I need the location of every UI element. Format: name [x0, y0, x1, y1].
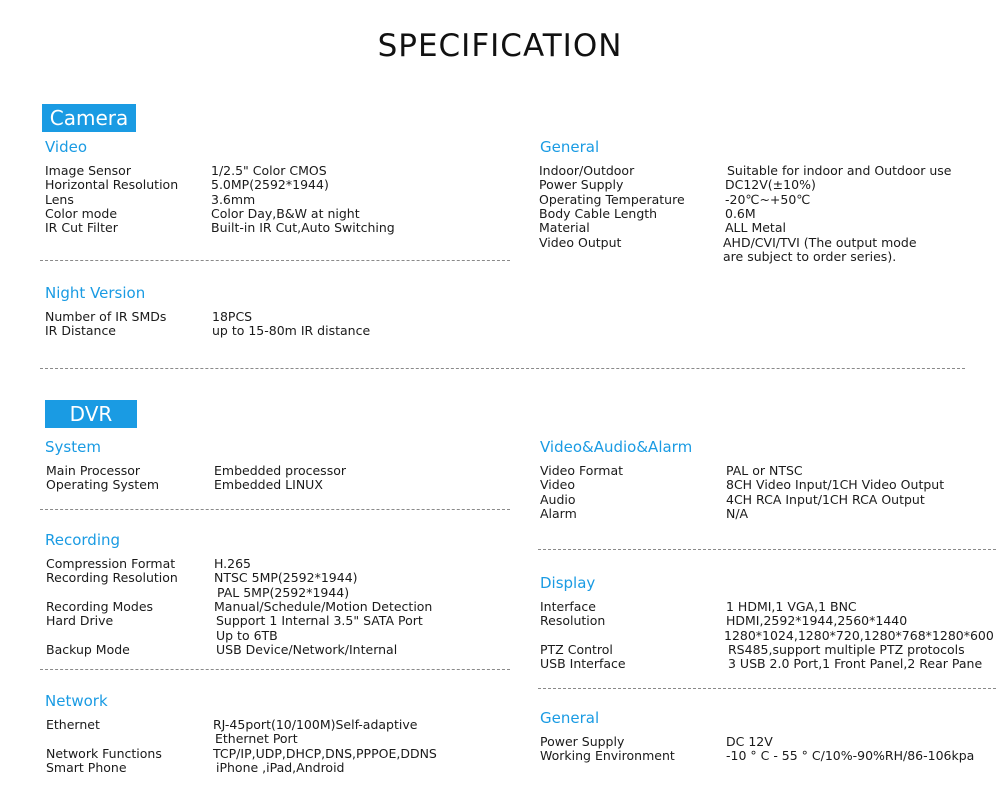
spec-label: Working Environment: [540, 748, 675, 764]
spec-value: Color Day,B&W at night: [211, 205, 360, 221]
spec-value: 3.6mm: [211, 191, 256, 207]
spec-label: Audio: [540, 491, 576, 507]
spec-value: H.265: [214, 556, 252, 571]
spec-value: 5.0MP(2592*1944): [211, 177, 329, 193]
divider: [40, 669, 510, 670]
camera-badge: Camera: [42, 104, 136, 132]
camera-general-heading: General: [540, 138, 600, 156]
spec-value: are subject to order series).: [723, 248, 897, 264]
spec-label: IR Cut Filter: [45, 220, 118, 236]
spec-value: 0.6M: [725, 205, 756, 221]
spec-label: Network Functions: [46, 745, 162, 761]
spec-value: ALL Metal: [725, 220, 786, 236]
spec-label: Image Sensor: [45, 163, 131, 178]
night-version-heading: Night Version: [45, 284, 146, 302]
spec-value: 1280*1024,1280*720,1280*768*1280*600: [724, 627, 994, 643]
spec-label: Video Format: [540, 463, 624, 478]
spec-label: Smart Phone: [46, 759, 127, 775]
spec-value: NTSC 5MP(2592*1944): [214, 570, 358, 586]
spec-value: 3 USB 2.0 Port,1 Front Panel,2 Rear Pane: [728, 656, 983, 672]
spec-label: Backup Mode: [46, 641, 130, 657]
spec-label: Alarm: [540, 505, 577, 521]
video-heading: Video: [45, 138, 88, 156]
spec-value: 8CH Video Input/1CH Video Output: [726, 477, 945, 493]
spec-label: IR Distance: [45, 323, 117, 339]
dvr-general-heading: General: [540, 709, 600, 727]
spec-value: AHD/CVI/TVI (The output mode: [723, 234, 917, 250]
spec-label: Video: [540, 477, 576, 493]
spec-value: -20℃~+50℃: [725, 191, 811, 207]
spec-label: Hard Drive: [46, 613, 114, 629]
spec-value: -10 ° C - 55 ° C/10%-90%RH/86-106kpa: [726, 748, 975, 764]
divider: [40, 509, 510, 510]
spec-value: 18PCS: [212, 309, 253, 324]
spec-value: DC12V(±10%): [725, 177, 816, 193]
divider: [40, 368, 965, 369]
spec-value: Suitable for indoor and Outdoor use: [727, 163, 952, 178]
spec-value: USB Device/Network/Internal: [216, 641, 398, 657]
spec-value: 1/2.5" Color CMOS: [211, 163, 327, 178]
spec-value: N/A: [726, 505, 749, 521]
spec-value: DC 12V: [726, 734, 773, 749]
spec-label: Number of IR SMDs: [45, 309, 167, 324]
spec-label: Color mode: [45, 205, 118, 221]
spec-value: Built-in IR Cut,Auto Switching: [211, 220, 395, 236]
display-heading: Display: [540, 574, 596, 592]
spec-label: Lens: [45, 191, 74, 207]
spec-label: Recording Modes: [46, 598, 154, 614]
spec-value: HDMI,2592*1944,2560*1440: [726, 613, 908, 629]
spec-label: Resolution: [540, 613, 606, 629]
spec-value: TCP/IP,UDP,DHCP,DNS,PPPOE,DDNS: [213, 745, 437, 761]
spec-label: Compression Format: [46, 556, 176, 571]
spec-label: Operating Temperature: [539, 191, 685, 207]
spec-value: Manual/Schedule/Motion Detection: [214, 598, 433, 614]
spec-label: USB Interface: [540, 656, 626, 672]
divider: [40, 260, 510, 261]
spec-label: Main Processor: [46, 463, 141, 478]
spec-label: Video Output: [539, 234, 622, 250]
spec-value: RS485,support multiple PTZ protocols: [728, 641, 965, 657]
spec-value: 1 HDMI,1 VGA,1 BNC: [726, 599, 857, 614]
spec-label: Indoor/Outdoor: [539, 163, 635, 178]
spec-value: PAL or NTSC: [726, 463, 803, 478]
system-heading: System: [45, 438, 101, 456]
spec-value: Embedded LINUX: [214, 477, 323, 493]
divider: [538, 549, 996, 550]
spec-label: Power Supply: [539, 177, 624, 193]
spec-label: Power Supply: [540, 734, 625, 749]
recording-heading: Recording: [45, 531, 121, 549]
spec-label: Ethernet: [46, 717, 100, 732]
spec-label: Recording Resolution: [46, 570, 178, 586]
spec-label: Interface: [540, 599, 596, 614]
video-audio-alarm-heading: Video&Audio&Alarm: [540, 438, 693, 456]
spec-label: Operating System: [46, 477, 160, 493]
spec-value: iPhone ,iPad,Android: [216, 759, 345, 775]
spec-label: Body Cable Length: [539, 205, 658, 221]
divider: [538, 688, 996, 689]
dvr-badge: DVR: [45, 400, 137, 428]
spec-value: up to 15-80m IR distance: [212, 323, 371, 339]
spec-label: PTZ Control: [540, 641, 613, 657]
network-heading: Network: [45, 692, 108, 710]
spec-value: RJ-45port(10/100M)Self-adaptive: [213, 717, 418, 732]
spec-value: PAL 5MP(2592*1944): [217, 584, 350, 600]
spec-value: Embedded processor: [214, 463, 346, 478]
spec-label: Horizontal Resolution: [45, 177, 179, 193]
spec-value: 4CH RCA Input/1CH RCA Output: [726, 491, 925, 507]
page-title: SPECIFICATION: [377, 28, 623, 64]
spec-value: Up to 6TB: [216, 627, 278, 643]
spec-label: Material: [539, 220, 590, 236]
spec-value: Ethernet Port: [215, 731, 298, 747]
spec-value: Support 1 Internal 3.5" SATA Port: [216, 613, 423, 629]
